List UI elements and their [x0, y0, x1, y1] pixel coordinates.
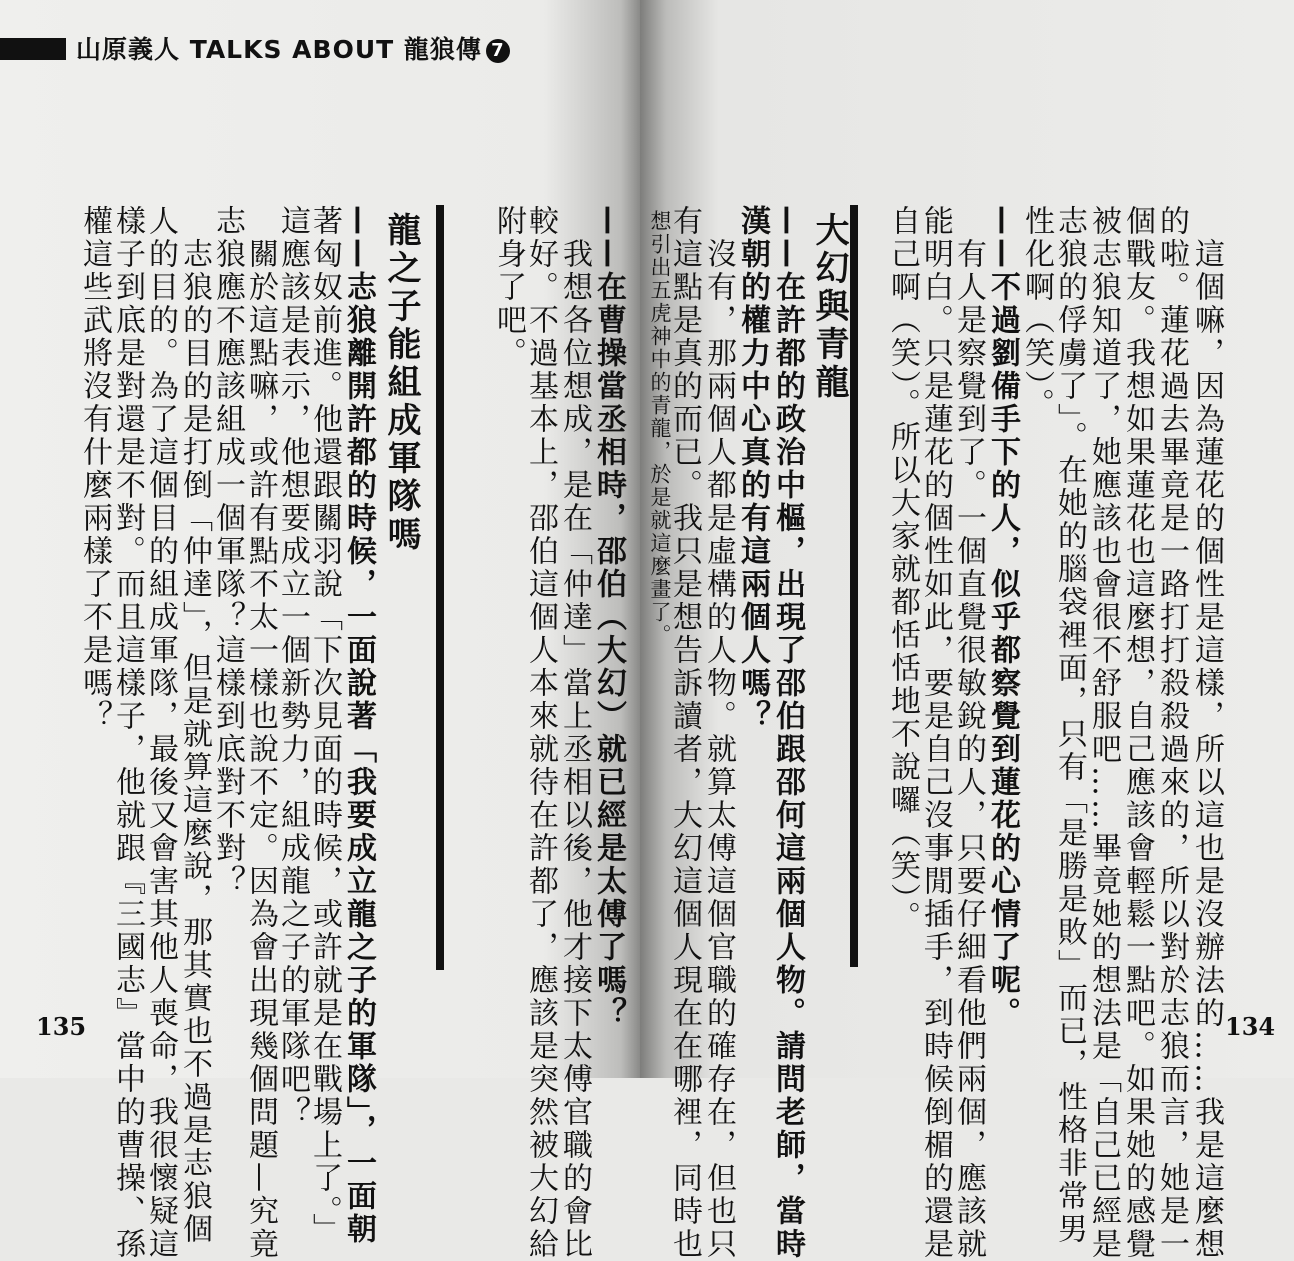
answer-text: 有這點是真的而已。我只是想告訴讀者，大幻這個人現在在哪裡，同時也	[667, 205, 702, 1261]
answer-text: 個戰友。我想如果蓮花也這麼想，自己應該會輕鬆一點吧。如果她的感覺	[1120, 205, 1155, 1261]
section-divider	[436, 205, 444, 970]
answer-text: 較好。不過基本上，邵伯這個人本來就待在許都了，應該是突然被大幻給	[523, 205, 558, 1261]
running-header	[76, 30, 510, 66]
answer-text: 自己啊（笑）。所以大家就都恬恬地不說囉（笑）。	[885, 205, 920, 934]
right-page	[640, 0, 1294, 1261]
question-text: ——志狼離開許都的時候，一面說著「我要成立龍之子的軍隊」，一面朝	[341, 205, 376, 1246]
section-heading: 龍之子能組成軍隊嗎	[381, 212, 421, 554]
answer-text: 志狼的俘虜了」。在她的腦袋裡面，只有「是勝是敗」而已，性格非常男	[1052, 205, 1087, 1246]
answer-text: 樣子到底是對還是不對。而且這樣子，他就跟『三國志』當中的曹操、孫	[110, 205, 145, 1261]
answer-text: 被志狼知道了，她應該也會很不舒服吧……畢竟她的想法是「自己已經是	[1086, 205, 1121, 1261]
page-number: 134	[1225, 1012, 1276, 1041]
answer-text: 想引出五虎神中的青龍，於是就這麼畫了。	[648, 210, 672, 647]
answer-text: 人的目的。為了這個目的組成軍隊，最後又會害其他人喪命，我很懷疑這	[143, 205, 178, 1261]
answer-text: 的啦。蓮花過去畢竟是一路打打殺殺過來的，所以對於志狼而言，她是一	[1154, 205, 1189, 1261]
question-text: 漢朝的權力中心真的有這兩個人嗎？	[735, 205, 770, 733]
answer-text: 有人是察覺到了。一個直覺很敏銳的人，只要仔細看他們兩個，應該就	[951, 238, 986, 1261]
answer-text: 沒有，那兩個人都是虛構的人物。就算太傅這個官職的確存在，但也只	[701, 238, 736, 1261]
question-text: 著匈奴前進。他還跟關羽說「下次見面的時候，或許就是在戰場上了。」	[307, 205, 342, 1246]
question-text: ——在許都的政治中樞，出現了邵伯跟邵何這兩個人物。請問老師，當時	[770, 205, 805, 1261]
question-text: ——在曹操當丞相時，邵伯（大幻）就已經是太傅了嗎？	[591, 205, 626, 1030]
section-divider	[850, 205, 858, 967]
question-text: 這應該是表示，他想要成立一個新勢力，組成龍之子的軍隊吧？	[275, 205, 310, 1129]
answer-text: 這個嘛，因為蓮花的個性是這樣，所以這也是沒辦法的……我是這麼想	[1189, 238, 1224, 1261]
answer-text: 志狼的目的是打倒「仲達」，但是就算這麼說，那其實也不過是志狼個	[177, 238, 212, 1246]
answer-text: 附身了吧。	[491, 205, 526, 370]
section-heading: 大幻與青龍	[809, 212, 849, 402]
question-text: ——不過劉備手下的人，似乎都察覺到蓮花的心情了呢。	[985, 205, 1020, 1030]
answer-text: 權這些武將沒有什麼兩樣了不是嗎？	[77, 205, 112, 733]
answer-text: 我想各位想成，是在「仲達」當上丞相以後，他才接下太傅官職的會比	[557, 238, 592, 1261]
volume-badge: 7	[486, 39, 510, 63]
answer-text: 能明白。只是蓮花的個性如此，要是自己沒事閒插手，到時候倒楣的還是	[918, 205, 953, 1261]
left-page	[0, 0, 640, 1261]
header-black-bar	[0, 38, 66, 60]
answer-text: 志狼應不應該組成一個軍隊？這樣到底對不對？	[210, 205, 245, 898]
answer-text: 性化啊（笑）。	[1019, 205, 1054, 421]
header-title: 山原義人 TALKS ABOUT 龍狼傳	[76, 35, 482, 64]
answer-text: 關於這點嘛，或許有點不太一樣也說不定。因為會出現幾個問題—究竟	[243, 238, 278, 1261]
page-number: 135	[36, 1012, 87, 1041]
